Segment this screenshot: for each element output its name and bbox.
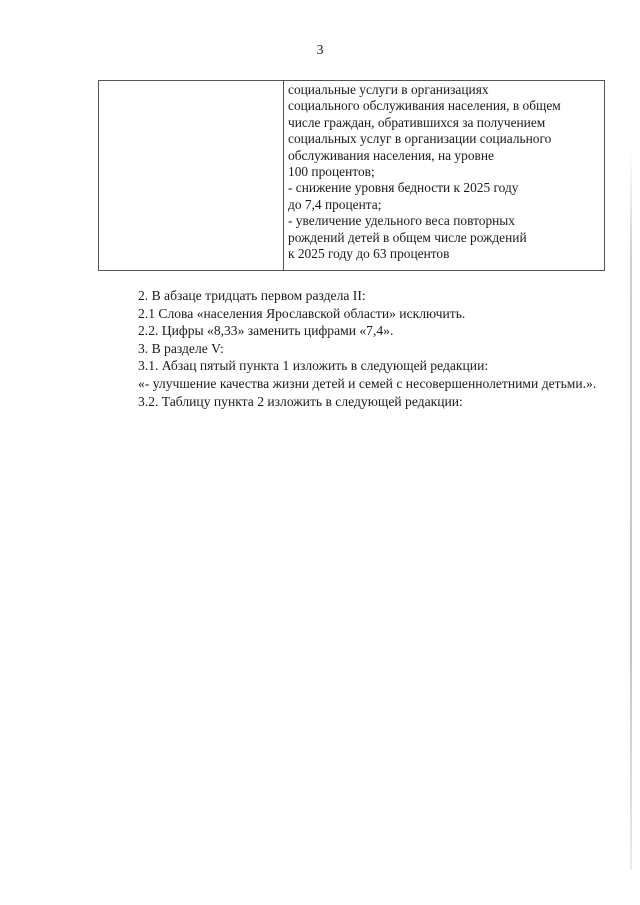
table-cell-line: социального обслуживания населения, в общем — [288, 98, 561, 114]
paragraph: 2. В абзаце тридцать первом раздела II: — [138, 288, 366, 303]
table-cell-line: числе граждан, обратившихся за получением — [288, 114, 546, 130]
table-cell-line: - снижение уровня бедности к 2025 году — [288, 180, 519, 196]
table-cell-line: социальных услуг в организации социального — [288, 131, 552, 147]
table-right-cell — [288, 82, 600, 262]
table-column-divider — [283, 81, 284, 270]
table-cell-line: к 2025 году до 63 процентов — [288, 246, 450, 262]
table-cell-line: рождений детей в общем числе рождений — [288, 229, 527, 245]
page-number: 3 — [316, 43, 324, 58]
paragraph: 3. В разделе V: — [138, 340, 224, 356]
table-cell-line: до 7,4 процента; — [288, 196, 382, 212]
paragraph: 3.1. Абзац пятый пункта 1 изложить в следующей редакции: — [138, 358, 489, 374]
table-cell-line: обслуживания населения, на уровне — [288, 147, 494, 163]
table-cell-line: социальные услуги в организациях — [288, 82, 489, 97]
table-cell-line: 100 процентов; — [288, 164, 375, 180]
paragraph: «- улучшение качества жизни детей и семей с несовершеннолетними детьми.». — [138, 375, 597, 391]
paragraph: 3.2. Таблицу пункта 2 изложить в следующей редакции: — [138, 393, 463, 409]
table-cell-line: - увеличение удельного веса повторных — [288, 213, 515, 229]
document-body — [102, 287, 602, 410]
continued-table — [98, 80, 605, 271]
paragraph: 2.1 Слова «населения Ярославской области» исключить. — [138, 305, 466, 321]
paragraph: 2.2. Цифры «8,33» заменить цифрами «7,4». — [138, 323, 394, 339]
scan-edge-artifact — [630, 150, 632, 870]
